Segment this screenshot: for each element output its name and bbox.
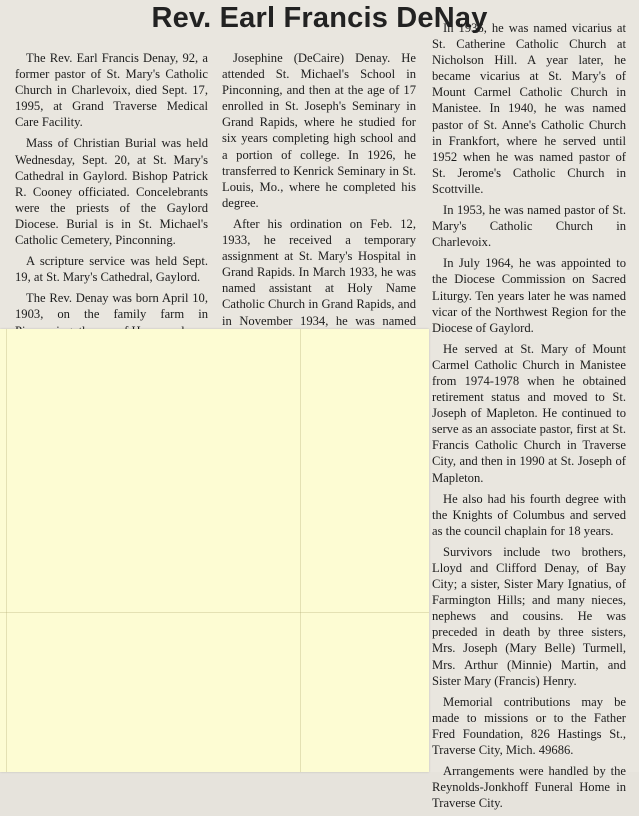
article-column-2 [222, 50, 416, 366]
note-fold-line [300, 329, 301, 772]
article-column-1 [15, 50, 208, 344]
paragraph: He also had his fourth degree with the Knights of Columbus and served as the council chaplain for 18 years. [432, 491, 626, 538]
paragraph: A scripture service was held Sept. 19, at St. Mary's Cathedral, Gaylord. [15, 254, 208, 285]
note-fold-line [6, 329, 7, 772]
article-column-3 [432, 20, 626, 816]
paragraph: After his ordination on Feb. 12, 1933, he received a temporary assignment at St. Mary's Hospital in Grand Rapids. In March 1933, he was named assistant at Holy Name Catholic Church in Grand Rapids, and in November 1934, he was named [222, 216, 416, 328]
paragraph: Josephine (DeCaire) Denay. He attended St. Michael's School in Pinconning, and then at the age of 17 enrolled in St. Joseph's Seminary in Grand Rapids, where he studied for six years completing high school and a portion of college. In 1926, he transferred to Kenrick Seminary in St. Louis, Mo., where he completed his degree. [222, 51, 416, 210]
paragraph: Mass of Christian Burial was held Wednesday, Sept. 20, at St. Mary's Cathedral in Gaylord. Bishop Patrick R. Cooney officiated. Concelebrants were the priests of the Gaylord Diocese. Burial is in St. Michael's Catholic Cemetery, Pinconning. [15, 136, 208, 248]
note-fold-line [0, 612, 429, 613]
paragraph: Memorial contributions may be made to missions or to the Father Fred Foundation, 826 Hastings St., Traverse City, Mich. 49686. [432, 694, 626, 758]
paragraph: Arrangements were handled by the Reynolds-Jonkhoff Funeral Home in Traverse City. [432, 764, 626, 811]
paragraph: He served at St. Mary of Mount Carmel Catholic Church in Manistee from 1974-1978 when he obtained retirement status and moved to St. Joseph of Mapleton. He continued to serve as an associate pastor, first at St. Francis Catholic Church in Traverse City, and then in 1990 at St. Joseph of Mapleton. [432, 341, 626, 485]
paragraph: The Rev. Denay was born April 10, 1903, on the family farm in [15, 291, 208, 322]
paragraph: Survivors include two brothers, Lloyd and Clifford Denay, of Bay City; a sister, Sister Mary Ignatius, of Farmington Hills; and many nieces, nephews and cousins. He was preceded in death by three sisters, Mrs. Joseph (Mary Belle) Turmell, Mrs. Arthur (Minnie) Martin, and Sister Mary (Francis) Henry. [432, 544, 626, 688]
paragraph: In 1953, he was named pastor of St. Mary's Catholic Church in Charlevoix. [432, 203, 626, 250]
obituary-headline: Rev. Earl Francis DeNay [151, 2, 488, 34]
paragraph: In 1936, he was named vicarius at St. Catherine Catholic Church at Nicholson Hill. A year later, he became vicarius at St. Mary's of Mount Carmel Catholic Church in Manistee. In 1940, he was named pastor of St. Anne's Catholic Church in Frankfort, where he served until 1952 when he was named pastor of St. Jerome's Catholic Church in Scottville. [432, 21, 626, 196]
paragraph: In July 1964, he was appointed to the Diocese Commission on Sacred Liturgy. Ten years later he was named vicar of the Northwest Region for the Diocese of Gaylord. [432, 256, 626, 335]
sticky-note [0, 329, 429, 772]
paragraph: The Rev. Earl Francis Denay, 92, a former pastor of St. Mary's Catholic Church in Charlevoix, died Sept. 17, 1995, at Grand Traverse Medical Care Facility. [15, 51, 208, 130]
